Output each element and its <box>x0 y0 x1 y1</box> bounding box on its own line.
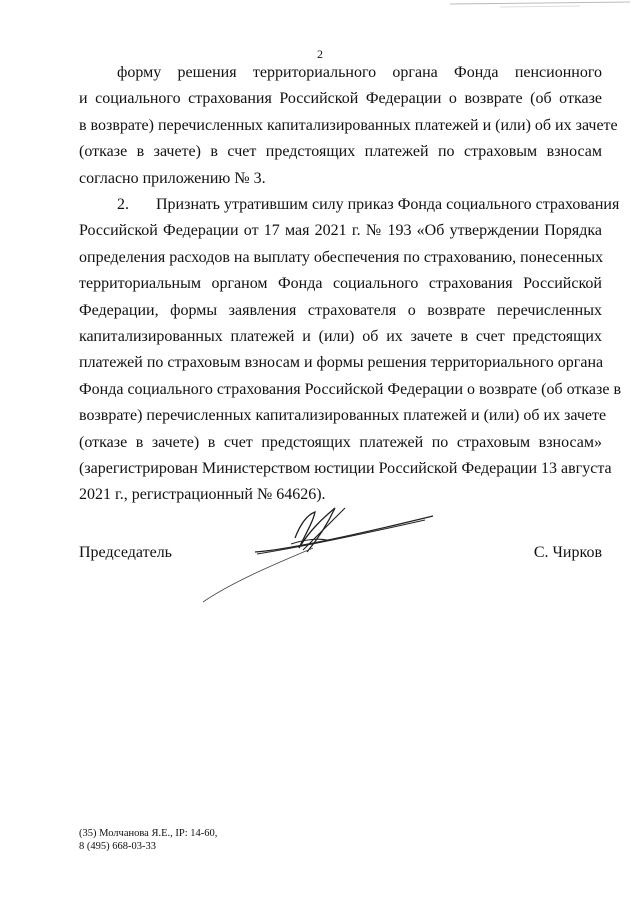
paragraph-1 <box>79 60 618 192</box>
footer-executor <box>79 827 217 853</box>
paragraph-line: в возврате) перечисленных капитализированных платежей и (или) об их зачете <box>79 116 618 134</box>
paragraph-line: Фонда социального страхования Российской Федерации о возврате (об отказе в <box>79 380 622 398</box>
scan-edge-mark <box>440 0 640 12</box>
paragraph-line: 2021 г., регистрационный № 64626). <box>79 486 326 504</box>
paragraph-line: (зарегистрирован Министерством юстиции Российской Федерации 13 августа <box>79 460 612 478</box>
paragraph-line: Федерации, формы заявления страхователя о возврате перечисленных <box>79 301 602 319</box>
paragraph-line: платежей по страховым взносам и формы решения территориального органа <box>79 354 604 372</box>
signatory-title: Председатель <box>79 544 172 561</box>
paragraph-line: возврате) перечисленных капитализированных платежей и (или) об их зачете <box>79 407 607 425</box>
signatory-name: С. Чирков <box>533 544 602 561</box>
paragraph-first-line <box>79 192 620 218</box>
paragraph-line: (отказе в зачете) в счет предстоящих платежей по страховым взносам <box>79 143 602 161</box>
paragraph-line: и социального страхования Российской Федерации о возврате (об отказе <box>79 90 602 108</box>
paragraph-line: Российской Федерации от 17 мая 2021 г. № 193 «Об утверждении Порядка <box>79 222 602 240</box>
paragraph-line: (отказе в зачете) в счет предстоящих платежей по страховым взносам» <box>79 433 602 451</box>
footer-line-phone: 8 (495) 668-03-33 <box>79 841 156 852</box>
paragraph-line: согласно приложению № 3. <box>79 169 266 187</box>
paragraph-number: 2. <box>117 196 129 213</box>
footer-line-executor: (35) Молчанова Я.Е., IP: 14-60, <box>79 828 218 839</box>
signature-block <box>79 544 602 564</box>
paragraph-line: Признать утратившим силу приказ Фонда социального страхования <box>156 196 620 213</box>
page-number: 2 <box>317 47 323 61</box>
paragraph-line: форму решения территориального органа Фонда пенсионного <box>117 64 602 81</box>
paragraph-line: территориальным органом Фонда социального страхования Российской <box>79 275 602 293</box>
paragraph-2 <box>79 192 622 509</box>
paragraph-line: капитализированных платежей и (или) об их зачете в счет предстоящих <box>79 328 602 346</box>
paragraph-line: определения расходов на выплату обеспечения по страхованию, понесенных <box>79 248 604 266</box>
